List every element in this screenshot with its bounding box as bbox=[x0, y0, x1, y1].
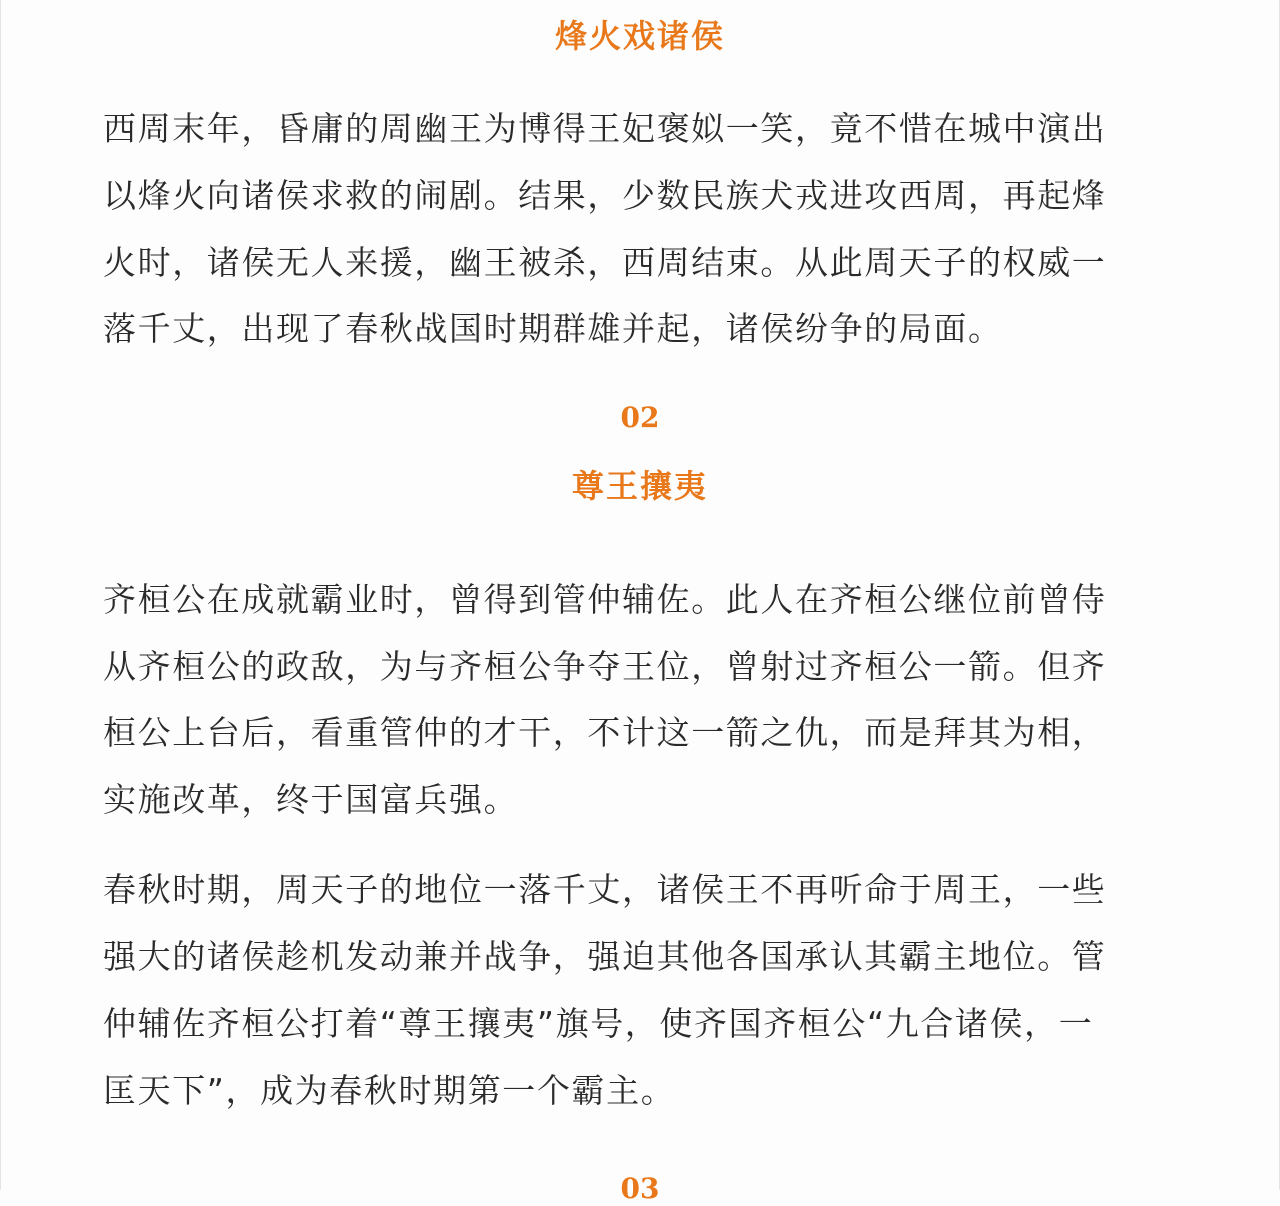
text-line: 齐桓公在成就霸业时，曾得到管仲辅佐。此人在齐桓公继位前曾侍 bbox=[103, 580, 1107, 619]
text-line: 火时，诸侯无人来援，幽王被杀，西周结束。从此周天子的权威一 bbox=[103, 243, 1107, 282]
text-line: 匡天下”，成为春秋时期第一个霸主。 bbox=[103, 1071, 676, 1110]
section-title: 烽火戏诸侯 bbox=[554, 17, 725, 55]
text-line: 落千丈，出现了春秋战国时期群雄并起，诸侯纷争的局面。 bbox=[103, 309, 1003, 348]
section-number: 02 bbox=[620, 401, 660, 434]
text-line: 强大的诸侯趁机发动兼并战争，强迫其他各国承认其霸主地位。管 bbox=[103, 937, 1107, 976]
text-line: 从齐桓公的政敌，为与齐桓公争夺王位，曾射过齐桓公一箭。但齐 bbox=[103, 647, 1107, 686]
text-line: 春秋时期，周天子的地位一落千丈，诸侯王不再听命于周王，一些 bbox=[103, 870, 1107, 909]
text-line: 桓公上台后，看重管仲的才干，不计这一箭之仇，而是拜其为相， bbox=[103, 713, 1107, 752]
text-line: 实施改革，终于国富兵强。 bbox=[103, 780, 519, 819]
section-title: 尊王攘夷 bbox=[571, 467, 708, 505]
text-line: 以烽火向诸侯求救的闹剧。结果，少数民族犬戎进攻西周，再起烽 bbox=[103, 176, 1107, 215]
section-number: 03 bbox=[620, 1172, 660, 1205]
text-line: 仲辅佐齐桓公打着“尊王攘夷”旗号，使齐国齐桓公“九合诸侯，一 bbox=[103, 1004, 1094, 1043]
text-line: 西周末年，昏庸的周幽王为博得王妃褒姒一笑，竟不惜在城中演出 bbox=[103, 109, 1107, 148]
